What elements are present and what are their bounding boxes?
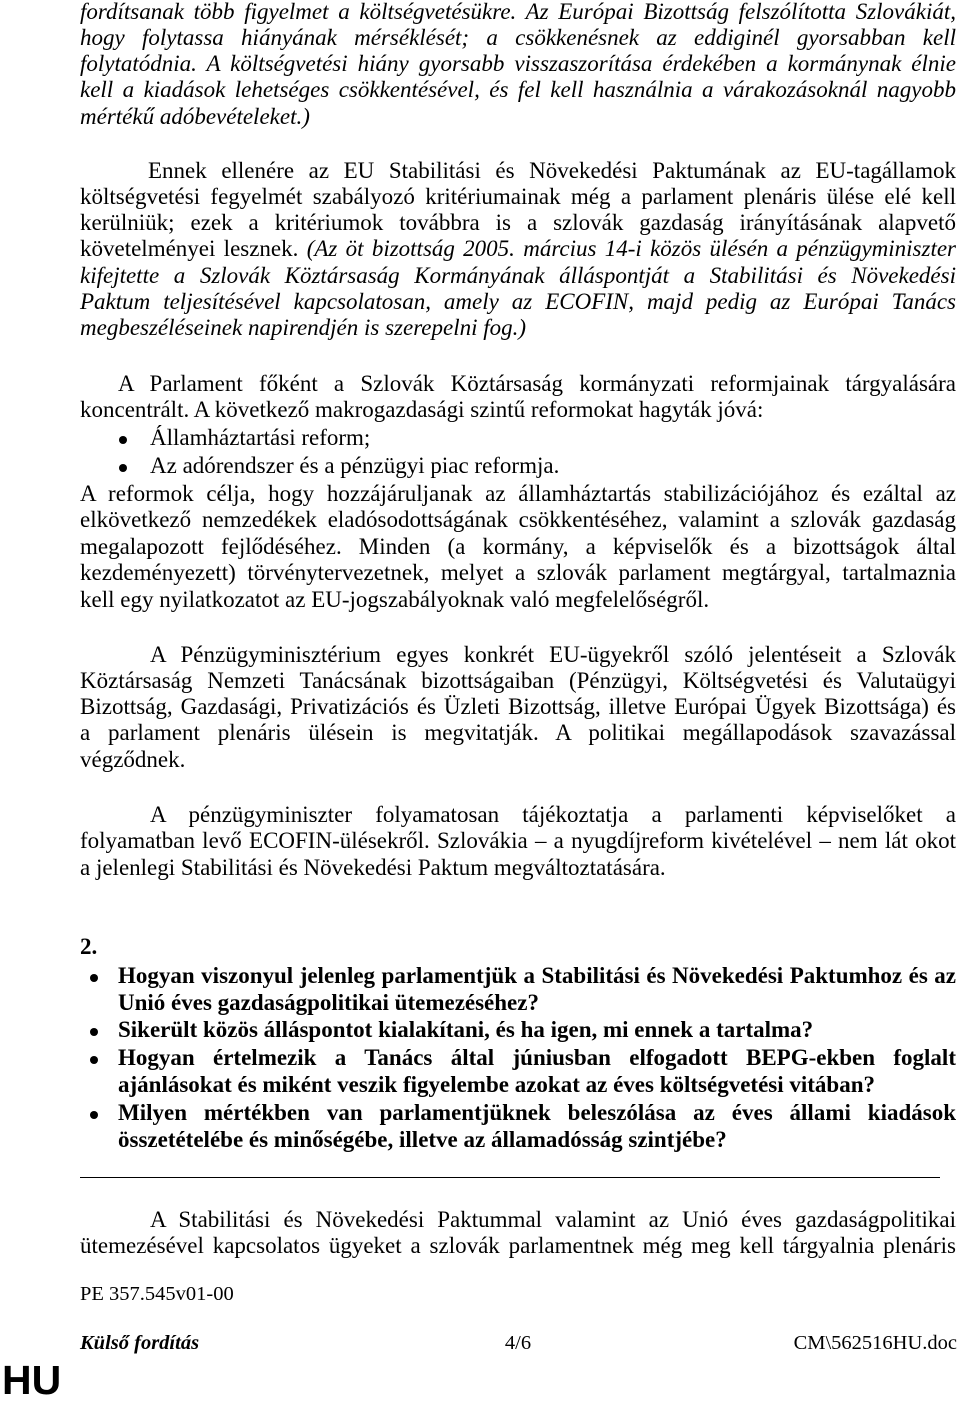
question-line: Hogyan értelmezik a Tanács által júniusban elfogadott BEPG-ekben foglalt [118,1044,956,1070]
question-line: Milyen mértékben van parlamentjüknek beleszólása az éves állami kiadások [118,1099,956,1125]
bullet-icon [119,436,127,444]
bullet-icon [90,1028,98,1036]
paragraph-reforms-intro [80,371,956,425]
paragraph-line: A Stabilitási és Növekedési Paktummal valamint az Unió éves gazdaságpolitikai [150,1206,956,1232]
section-number [80,934,956,961]
paragraph-italic-text: (Az öt bizottság 2005. március 14-i közös ülésén a pénzügyminiszter [306,236,957,262]
paragraph-line: Köztársaság Nemzeti Tanácsának bizottságaiban (Pénzügyi, Költségvetési és Valutaügyi [80,667,956,693]
paragraph-line: A pénzügyminiszter folyamatosan tájékoztatja a parlamenti képviselőket a [150,801,956,827]
paragraph-line: végződnek. [80,746,186,772]
paragraph-line: kezdeményezett) törvénytervezetnek, melyet a szlovák parlament megtárgyal, tartalmaznia [80,560,956,585]
paragraph-text: követelményei lesznek. [80,236,299,262]
separator-line [80,1177,940,1178]
question-item [118,1044,956,1098]
document-reference: PE 357.545v01-00 [80,1283,234,1305]
paragraph-line: elkövetkező nemzedékek eladósodottságának csökkentéséhez, valamint a szlovák gazdaság [80,507,956,532]
question-line: ajánlásokat és miként veszik figyelembe azokat az éves költségvetési vitában? [118,1071,876,1097]
page-footer [80,1331,957,1355]
paragraph-line: mértékű adóbevételeket.) [80,103,310,129]
paragraph-line: ütemezésével kapcsolatos ügyeket a szlovák parlamentnek még meg kell tárgyalnia plenáris [80,1232,956,1258]
paragraph-stability-pact [80,158,956,342]
question-line: Hogyan viszonyul jelenleg parlamentjük a Stabilitási és Növekedési Paktumhoz és az [118,962,956,988]
question-item [118,1099,956,1153]
paragraph-line: kell a kiadások lehetséges csökkentésével, és fel kell használnia a várakozásoknál nagyobb [80,77,956,103]
paragraph-ministry-reports [80,642,956,773]
bullet-icon [90,1111,98,1119]
list-item [150,453,956,480]
paragraph-line: a jelenlegi Stabilitási és Növekedési Paktum megváltoztatására. [80,854,666,880]
question-line: összetételébe és minőségébe, illetve az államadósság szintjébe? [118,1126,727,1152]
paragraph-line: A reformok célja, hogy hozzájáruljanak az államháztartás stabilizációjához és ezáltal az [80,480,956,506]
paragraph-line: hogy folytassa hiányának mérséklését; a csökkenésnek az eddiginél gyorsabban kell [80,24,956,50]
paragraph-line: megbeszéléseinek napirendjén is szerepelni fog.) [80,315,527,341]
paragraph-line: Paktum teljesítésével kapcsolatosan, amely az ECOFIN, majd pedig az Európai Tanács [80,288,956,314]
section-number-text: 2. [80,933,98,959]
paragraph-line: folyamatban levő ECOFIN-ülésekről. Szlovákia – a nyugdíjreform kivételével – nem lát okot [80,828,956,853]
file-name: CM\562516HU.doc [793,1332,957,1354]
language-code: HU [2,1357,62,1403]
paragraph-intro-continuation [80,0,956,130]
paragraph-line: kifejtette a Szlovák Köztársaság Kormányának álláspontját a Stabilitási és Növekedési [80,262,956,288]
paragraph-line: a parlament plenáris ülésein is megvitatják. A politikai megállapodások szavazással [80,720,956,746]
paragraph-line: A Parlament főként a Szlovák Köztársaság kormányzati reformjainak tárgyalására [118,370,956,396]
list-item-text: Államháztartási reform; [150,424,371,450]
paragraph-line: Ennek ellenére az EU Stabilitási és Növekedési Paktumának az EU-tagállamok [148,157,956,183]
paragraph-line: A Pénzügyminisztérium egyes konkrét EU-ügyekről szóló jelentéseit a Szlovák [150,641,956,667]
paragraph-line: fordítsanak több figyelmet a költségvetésükre. Az Európai Bizottság felszólította Szlovákiát, [80,0,956,24]
bullet-icon [90,1056,98,1064]
paragraph-line: megalapozott fejlődéséhez. Minden (a kormány, a képviselők és a bizottságok által [80,533,956,559]
paragraph-line: Bizottság, Gazdasági, Privatizációs és Üzleti Bizottság, illetve Európai Ügyek Bizottsága) és [80,694,956,720]
paragraph-line: koncentrált. A következő makrogazdasági szintű reformokat hagyták jóvá: [80,397,764,423]
paragraph-minister-info [80,802,956,882]
question-item [118,962,956,1016]
paragraph-line: folytatódnia. A költségvetési hiány gyorsabb visszaszorítása érdekében a kormánynak élnie [80,51,956,77]
paragraph-reforms-goal [80,481,956,614]
list-item-text: Az adórendszer és a pénzügyi piac reformja. [150,452,560,478]
paragraph-answer [80,1207,956,1259]
paragraph-line [80,236,956,262]
list-item [150,425,956,452]
page-number: 4/6 [504,1332,532,1354]
paragraph-line: költségvetési fegyelmét szabályozó kritériumainak még a parlament plenáris ülése elé kell [80,183,956,209]
bullet-icon [90,974,98,982]
paragraph-line: kerülniük; ezek a kritériumok továbbra is a szlovák gazdaság irányításának alapvető [80,210,956,236]
translation-label: Külső fordítás [80,1332,200,1354]
question-item [118,1016,956,1043]
question-line: Sikerült közös álláspontot kialakítani, és ha igen, mi ennek a tartalma? [118,1016,814,1042]
paragraph-line: kell egy nyilatkozatot az EU-jogszabályoknak való megfelelőségről. [80,586,710,612]
bullet-icon [119,464,127,472]
question-line: Unió éves gazdaságpolitikai ütemezéséhez? [118,989,539,1015]
